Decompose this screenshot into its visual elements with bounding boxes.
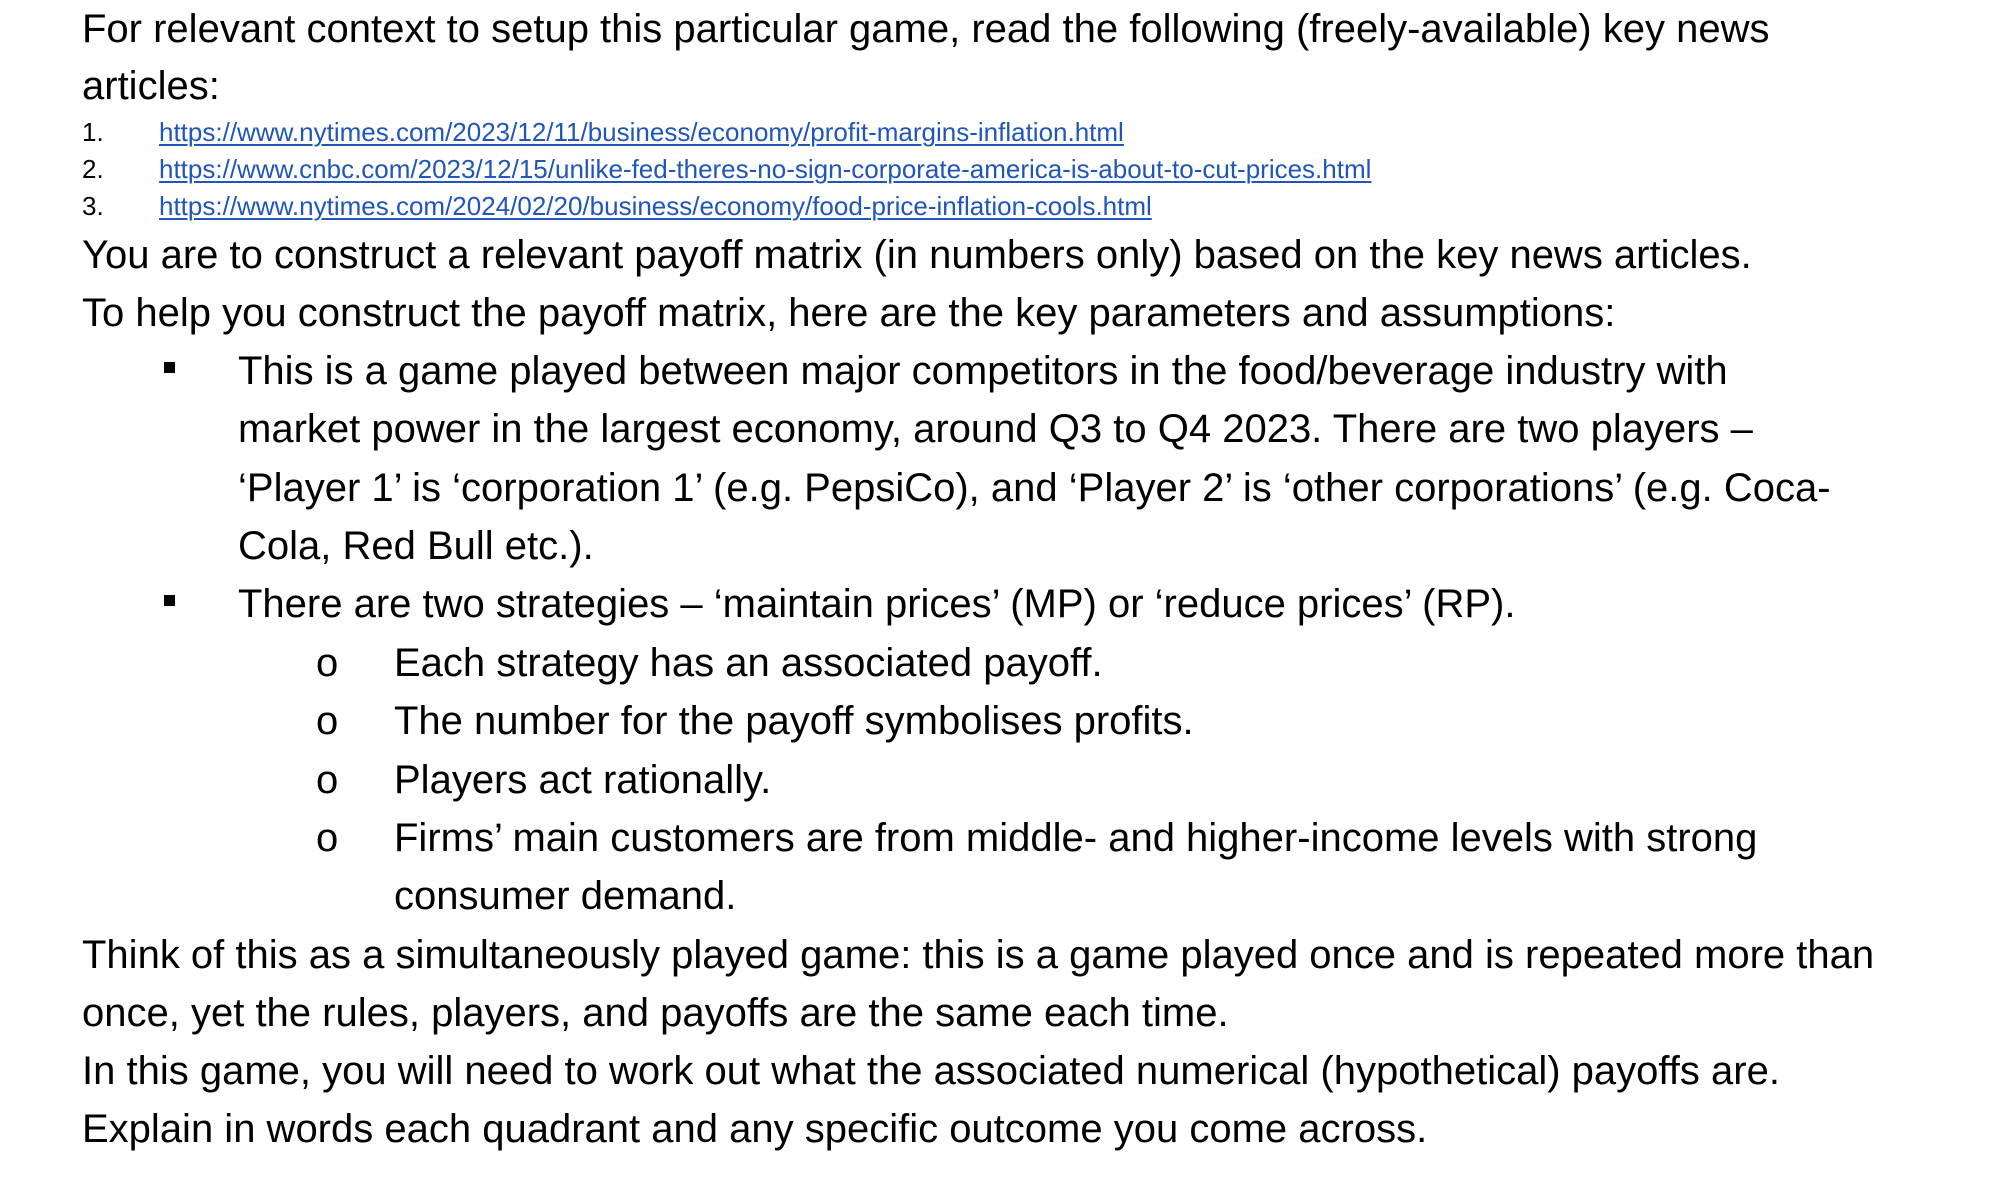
closing-line-2: once, yet the rules, players, and payoffs are the same each time. bbox=[82, 991, 1229, 1035]
bullet-1-line-3: ‘Player 1’ is ‘corporation 1’ (e.g. PepsiCo), and ‘Player 2’ is ‘other corporations’ (e.g. Coca- bbox=[238, 466, 1831, 510]
bullet-1-line-4: Cola, Red Bull etc.). bbox=[238, 524, 594, 568]
bullet-square-icon bbox=[164, 595, 175, 606]
sub-bullet-circle-icon: o bbox=[316, 699, 339, 743]
sub-bullet-4-line-1: Firms’ main customers are from middle- and higher-income levels with strong bbox=[394, 816, 1758, 860]
reference-link-nytimes-food-prices[interactable]: https://www.nytimes.com/2024/02/20/business/economy/food-price-inflation-cools.html bbox=[159, 191, 1152, 221]
reference-number: 2. bbox=[82, 154, 104, 184]
reference-item-3 bbox=[82, 188, 1152, 225]
bullet-1-line-1: This is a game played between major competitors in the food/beverage industry with bbox=[238, 349, 1728, 393]
sub-bullet-circle-icon: o bbox=[316, 816, 339, 860]
sub-bullet-4-line-2: consumer demand. bbox=[394, 874, 737, 918]
reference-number: 3. bbox=[82, 191, 104, 221]
reference-item-2 bbox=[82, 151, 1371, 188]
sub-bullet-circle-icon: o bbox=[316, 758, 339, 802]
sub-bullet-circle-icon: o bbox=[316, 641, 339, 685]
sub-bullet-2: The number for the payoff symbolises profits. bbox=[394, 699, 1194, 743]
reference-number: 1. bbox=[82, 117, 104, 147]
sub-bullet-3: Players act rationally. bbox=[394, 758, 772, 802]
reference-link-nytimes-profit-margins[interactable]: https://www.nytimes.com/2023/12/11/business/economy/profit-margins-inflation.html bbox=[159, 117, 1124, 147]
bullet-square-icon bbox=[164, 362, 175, 373]
reference-link-cnbc-prices[interactable]: https://www.cnbc.com/2023/12/15/unlike-fed-theres-no-sign-corporate-america-is-about-to-cut-prices.html bbox=[159, 154, 1372, 184]
bullet-2-line-1: There are two strategies – ‘maintain prices’ (MP) or ‘reduce prices’ (RP). bbox=[238, 582, 1516, 626]
reference-item-1 bbox=[82, 114, 1124, 151]
instruction-line-2: To help you construct the payoff matrix, here are the key parameters and assumptions: bbox=[82, 291, 1616, 335]
intro-line-1: For relevant context to setup this particular game, read the following (freely-available) key news bbox=[82, 7, 1770, 51]
instruction-line-1: You are to construct a relevant payoff matrix (in numbers only) based on the key news articles. bbox=[82, 233, 1752, 277]
closing-line-3: In this game, you will need to work out what the associated numerical (hypothetical) payoffs are. bbox=[82, 1049, 1780, 1093]
closing-line-4: Explain in words each quadrant and any specific outcome you come across. bbox=[82, 1107, 1428, 1151]
closing-line-1: Think of this as a simultaneously played game: this is a game played once and is repeated more than bbox=[82, 933, 1875, 977]
intro-line-2: articles: bbox=[82, 64, 220, 108]
sub-bullet-1: Each strategy has an associated payoff. bbox=[394, 641, 1103, 685]
bullet-1-line-2: market power in the largest economy, around Q3 to Q4 2023. There are two players – bbox=[238, 407, 1753, 451]
